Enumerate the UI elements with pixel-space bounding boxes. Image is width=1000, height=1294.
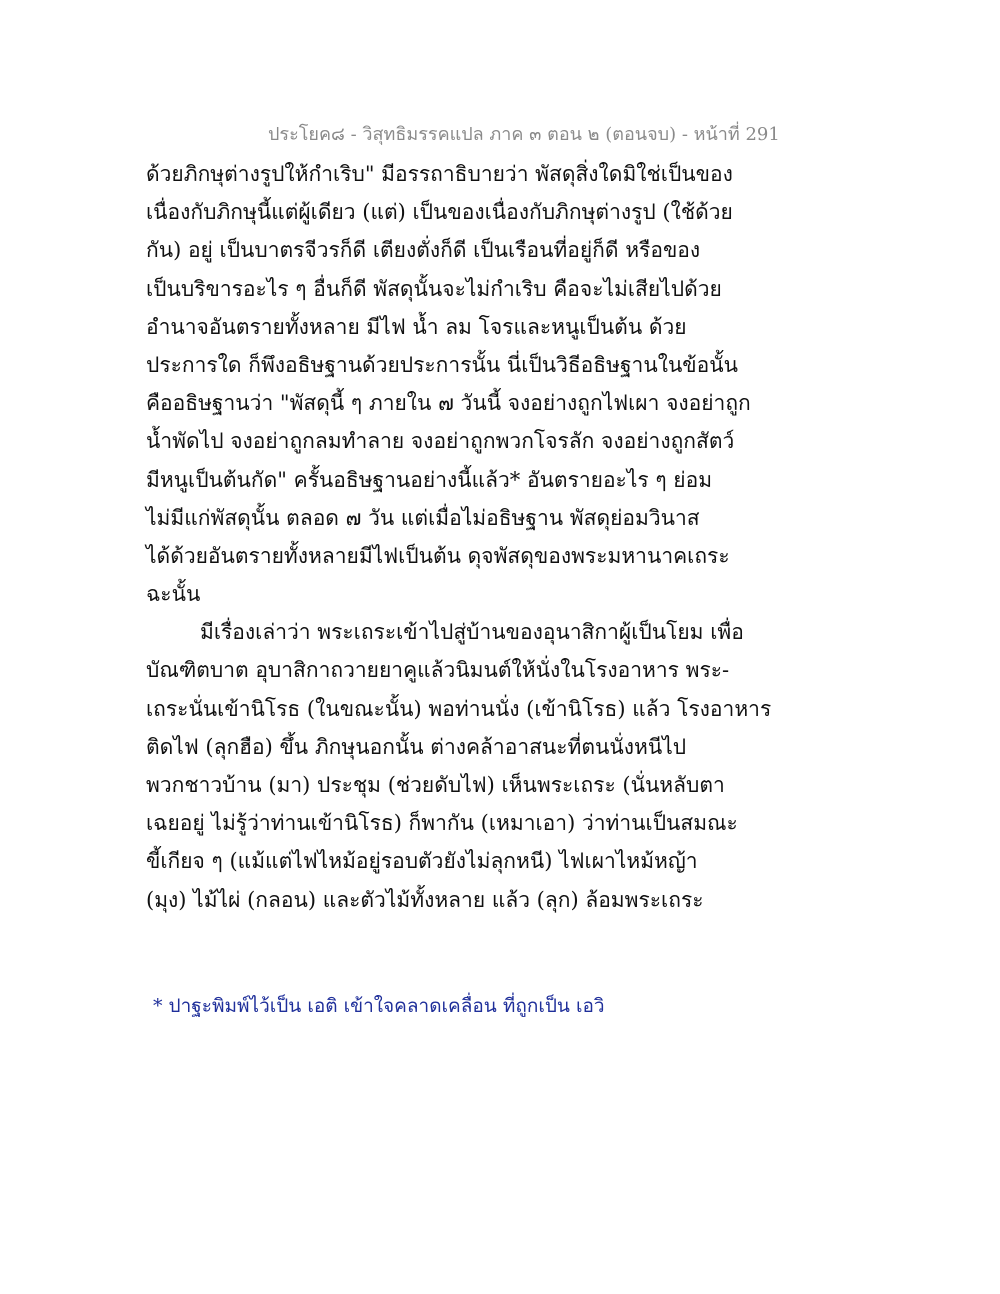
body-text	[146, 155, 772, 919]
paragraph-line: เถระนั่นเข้านิโรธ (ในขณะนั้น) พอท่านนั่ง (เข้านิโรธ) แล้ว โรงอาหาร	[146, 696, 772, 721]
paragraph-line: มีเรื่องเล่าว่า พระเถระเข้าไปสู่บ้านของอุนาสิกาผู้เป็นโยม เพื่อ	[200, 620, 744, 645]
paragraph-line: ไม่มีแก่พัสดุนั้น ตลอด ๗ วัน แต่เมื่อไม่อธิษฐาน พัสดุย่อมวินาส	[146, 505, 700, 530]
paragraph-line: ได้ด้วยอันตรายทั้งหลายมีไฟเป็นต้น ดุจพัสดุของพระมหานาคเถระ	[146, 543, 730, 568]
paragraph-line: เนื่องกับภิกษุนี้แต่ผู้เดียว (แต่) เป็นของเนื่องกับภิกษุต่างรูป (ใช้ด้วย	[146, 200, 733, 225]
paragraph-line: ฉะนั้น	[146, 582, 201, 607]
paragraph-line: คืออธิษฐานว่า "พัสดุนี้ ๆ ภายใน ๗ วันนี้ จงอย่างถูกไฟเผา จงอย่าถูก	[146, 391, 751, 416]
paragraph-line: ติดไฟ (ลุกฮือ) ขึ้น ภิกษุนอกนั้น ต่างคล้าอาสนะที่ตนนั่งหนีไป	[146, 734, 687, 759]
paragraph-line: ด้วยภิกษุต่างรูปให้กำเริบ" มีอรรถาธิบายว่า พัสดุสิ่งใดมิใช่เป็นของ	[146, 162, 733, 186]
paragraph-line: พวกชาวบ้าน (มา) ประชุม (ช่วยดับไฟ) เห็นพระเถระ (นั่นหลับตา	[146, 773, 725, 797]
paragraph-line: มีหนูเป็นต้นกัด" ครั้นอธิษฐานอย่างนี้แล้ว* อันตรายอะไร ๆ ย่อม	[146, 467, 713, 492]
paragraph-line: อำนาจอันตรายทั้งหลาย มีไฟ น้ำ ลม โจรและหนูเป็นต้น ด้วย	[146, 314, 687, 339]
running-head: ประโยค๘ - วิสุทธิมรรคแปล ภาค ๓ ตอน ๒ (ตอนจบ) - หน้าที่ 291	[268, 124, 780, 145]
paragraph-line: เฉยอยู่ ไม่รู้ว่าท่านเข้านิโรธ) ก็พากัน (เหมาเอา) ว่าท่านเป็นสมณะ	[146, 811, 738, 836]
paragraph-line: น้ำพัดไป จงอย่าถูกลมทำลาย จงอย่าถูกพวกโจรลัก จงอย่างถูกสัตว์	[146, 429, 735, 454]
paragraph-line: บัณฑิตบาต อุบาสิกาถวายยาคูแล้วนิมนต์ให้นั่งในโรงอาหาร พระ-	[146, 658, 730, 683]
paragraph-line: กัน) อยู่ เป็นบาตรจีวรก็ดี เตียงตั่งก็ดี เป็นเรือนที่อยู่ก็ดี หรือของ	[146, 238, 701, 263]
paragraph-line: ขี้เกียจ ๆ (แม้แต่ไฟไหม้อยู่รอบตัวยังไม่ลุกหนี) ไฟเผาไหม้หญ้า	[146, 849, 698, 874]
paragraph-line: เป็นบริขารอะไร ๆ อื่นก็ดี พัสดุนั้นจะไม่กำเริบ คือจะไม่เสียไปด้วย	[146, 276, 722, 301]
paragraph-line: ประการใด ก็พึงอธิษฐานด้วยประการนั้น นี่เป็นวิธีอธิษฐานในข้อนั้น	[146, 352, 738, 377]
footnote: * ปาฐะพิมพ์ไว้เป็น เอติ เข้าใจคลาดเคลื่อน ที่ถูกเป็น เอวิ	[153, 995, 605, 1017]
paragraph-line: (มุง) ไม้ไผ่ (กลอน) และตัวไม้ทั้งหลาย แล้ว (ลุก) ล้อมพระเถระ	[146, 887, 704, 912]
